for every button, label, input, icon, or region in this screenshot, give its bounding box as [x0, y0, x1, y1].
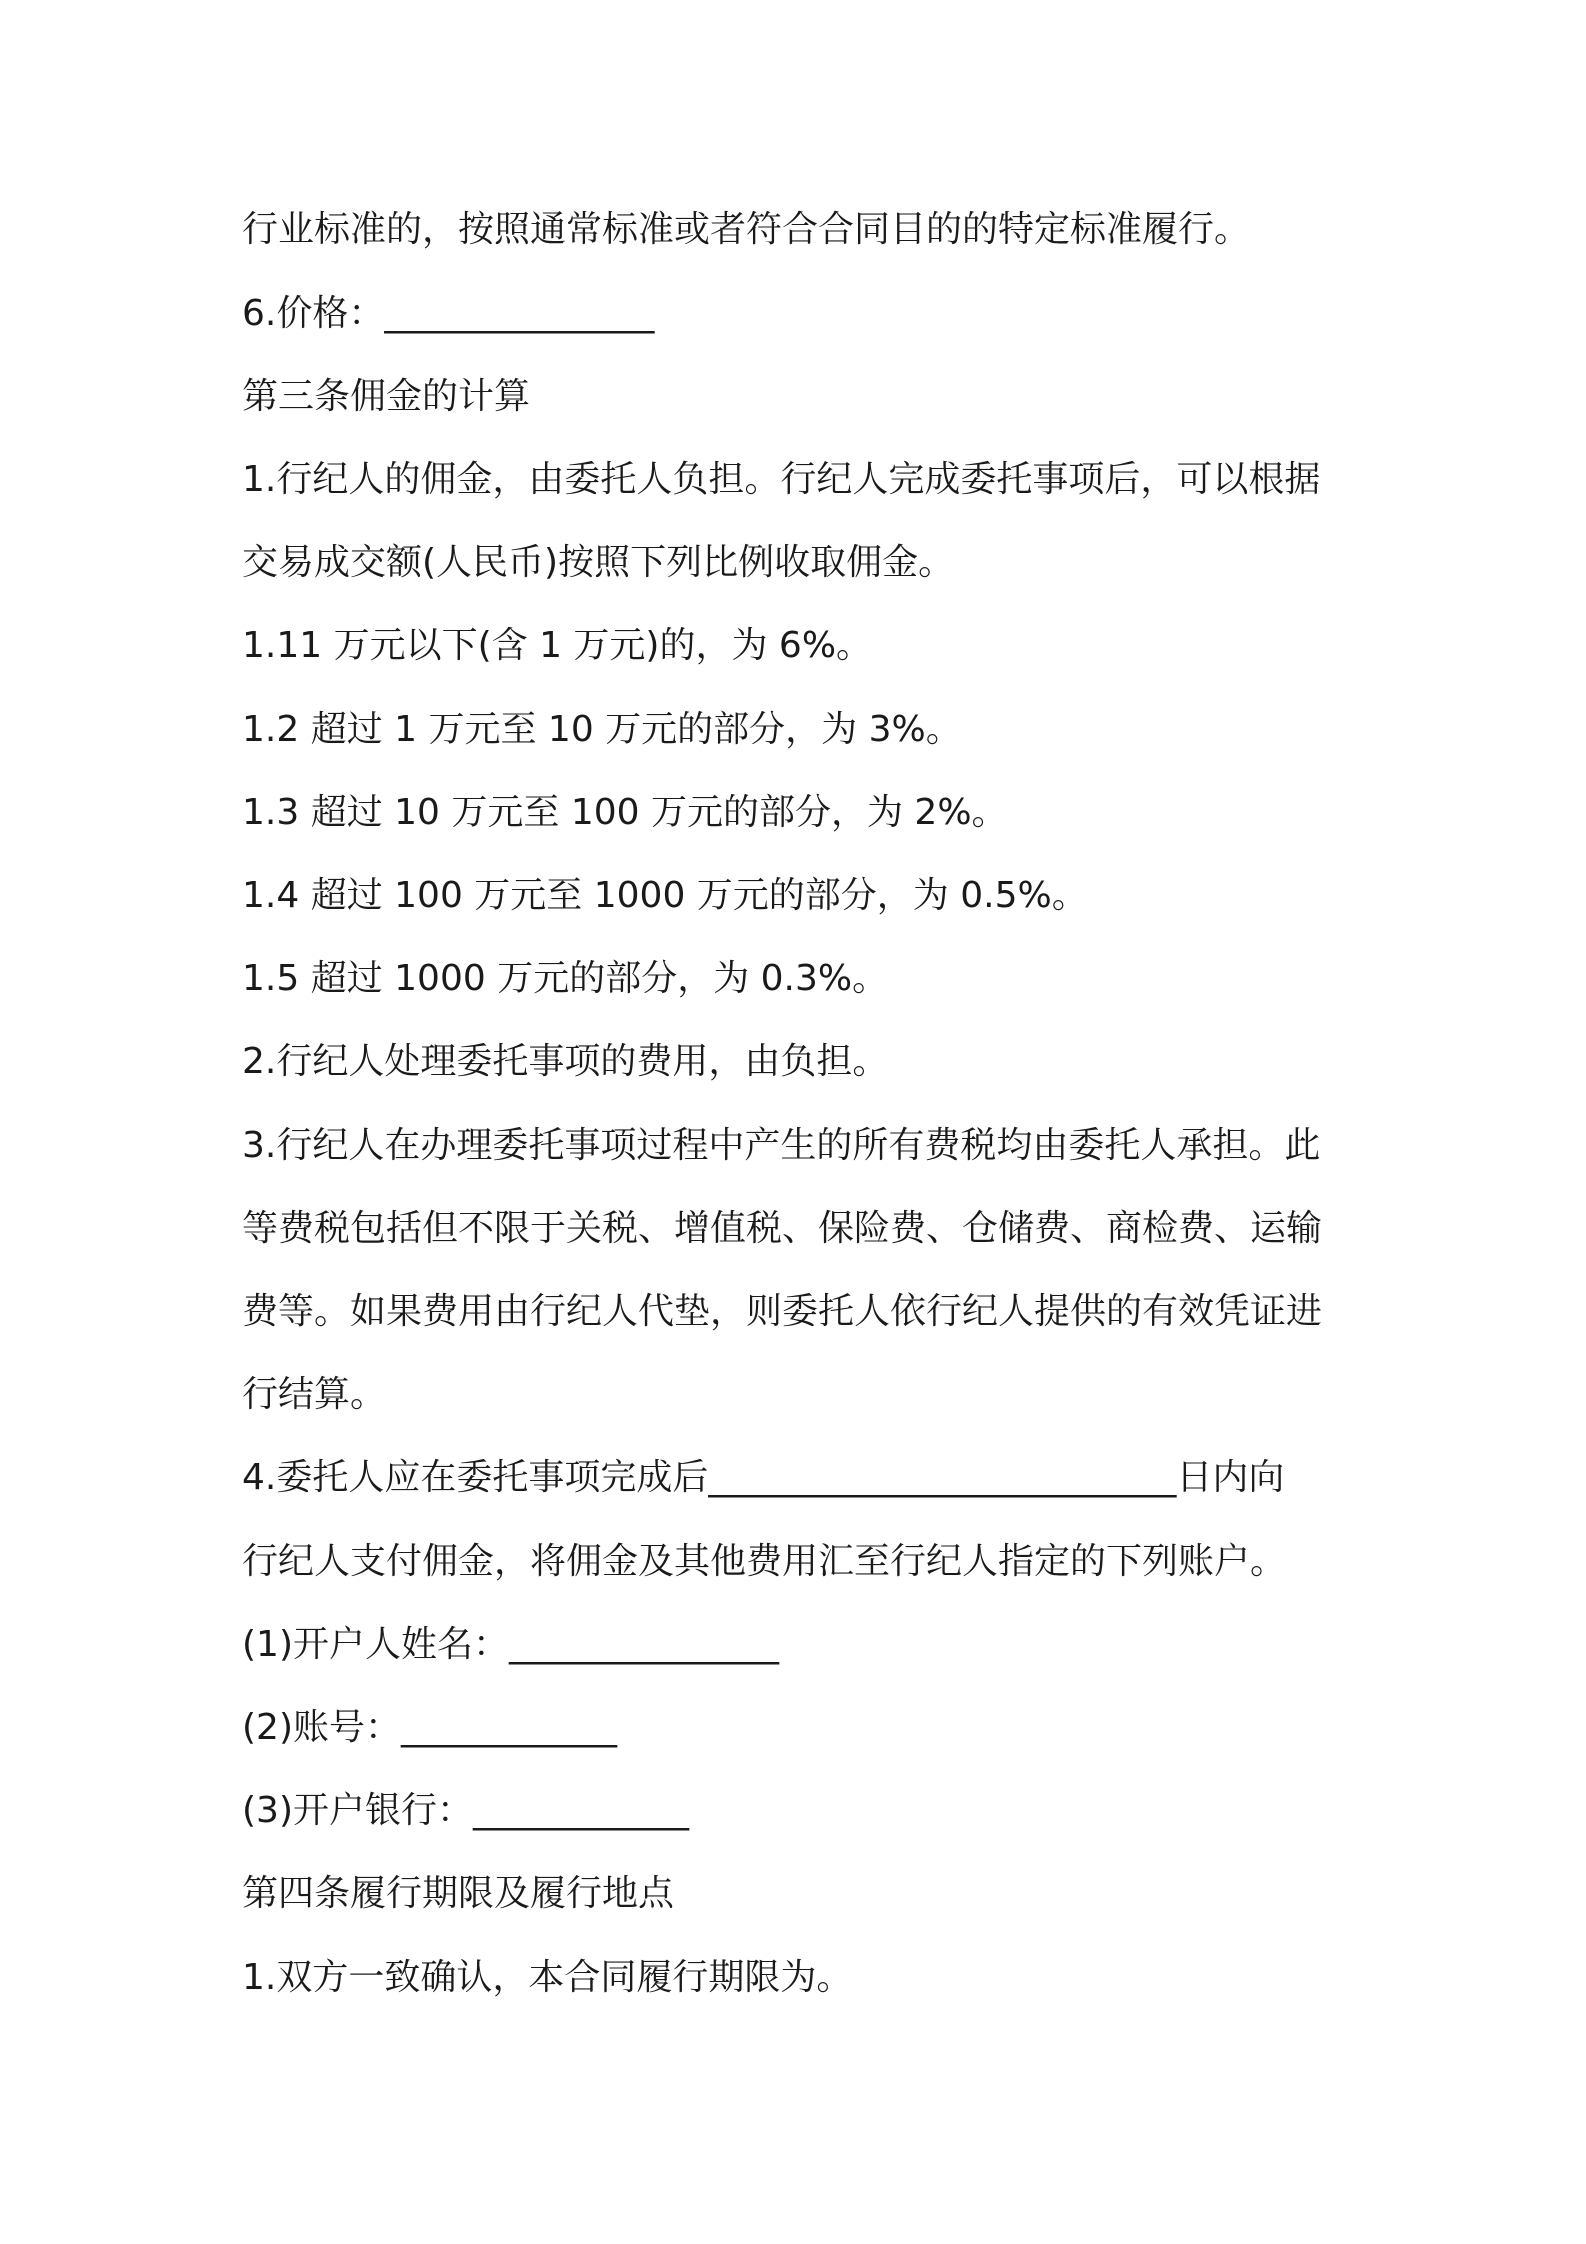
text-line: 2.行纪人处理委托事项的费用，由负担。 — [242, 1041, 889, 1082]
account-holder-field-line: (1)开户人姓名：_______________ — [242, 1624, 779, 1665]
commission-rate-line: 1.3 超过 10 万元至 100 万元的部分，为 2%。 — [242, 792, 1008, 833]
text-line: 3.行纪人在办理委托事项过程中产生的所有费税均由委托人承担。此 — [242, 1125, 1321, 1166]
commission-rate-line: 1.11 万元以下(含 1 万元)的，为 6%。 — [242, 625, 873, 666]
price-field-line: 6.价格：_______________ — [242, 293, 655, 334]
text-line: 行业标准的，按照通常标准或者符合合同目的的特定标准履行。 — [242, 209, 1251, 250]
text-line: 交易成交额(人民币)按照下列比例收取佣金。 — [242, 542, 955, 583]
text-line: 费等。如果费用由行纪人代垫，则委托人依行纪人提供的有效凭证进 — [242, 1291, 1323, 1332]
bank-field-line: (3)开户银行：____________ — [242, 1790, 689, 1831]
text-line: 1.双方一致确认，本合同履行期限为。 — [242, 1957, 853, 1998]
account-number-field-line: (2)账号：____________ — [242, 1707, 617, 1748]
commission-rate-line: 1.4 超过 100 万元至 1000 万元的部分，为 0.5%。 — [242, 875, 1088, 916]
payment-deadline-line: 4.委托人应在委托事项完成后__________________________日内向 — [242, 1457, 1285, 1498]
commission-rate-line: 1.2 超过 1 万元至 10 万元的部分，为 3%。 — [242, 709, 962, 750]
text-line: 1.行纪人的佣金，由委托人负担。行纪人完成委托事项后，可以根据 — [242, 459, 1321, 500]
section-heading: 第三条佣金的计算 — [242, 376, 531, 417]
text-line: 行纪人支付佣金，将佣金及其他费用汇至行纪人指定的下列账户。 — [242, 1541, 1287, 1582]
text-line: 等费税包括但不限于关税、增值税、保险费、仓储费、商检费、运输 — [242, 1208, 1323, 1249]
commission-rate-line: 1.5 超过 1000 万元的部分，为 0.3%。 — [242, 958, 889, 999]
text-line: 行结算。 — [242, 1374, 387, 1415]
section-heading: 第四条履行期限及履行地点 — [242, 1873, 675, 1914]
